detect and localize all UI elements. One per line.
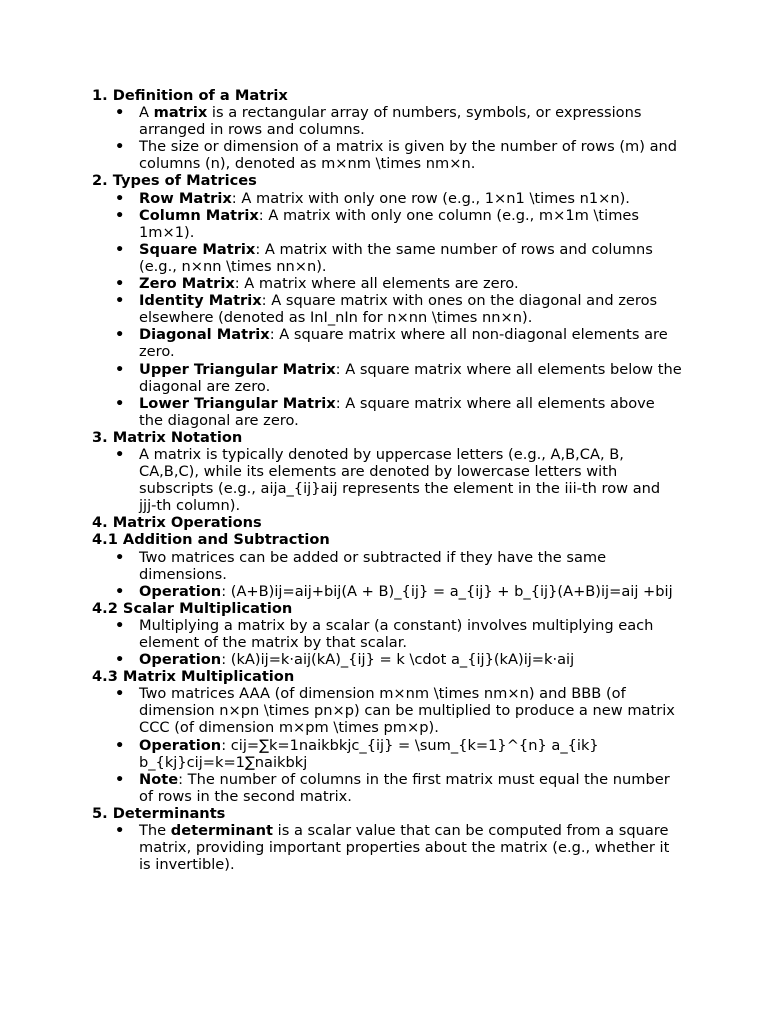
item-text: : (kA)ij=k⋅aij(kA)_{ij} = k \cdot a_{ij}(kA)ij=k⋅aij [221,651,575,669]
list-item [92,326,682,360]
item-text: A matrix is typically denoted by uppercase letters (e.g., A,B,CA, B, CA,B,C), while its elements are denoted by lowercase letters with subscripts (e.g., aija_{ij}aij represents the element in the iii-th row and jjj-th column). [139,445,661,515]
list-item [92,583,682,600]
item-text: : A matrix with only one row (e.g., 1×n1 \times n1×n). [231,189,630,207]
item-term: Operation [139,736,222,754]
section-types [92,172,682,428]
item-text: : A square matrix with ones on the diagonal and zeros elsewhere (denoted as InI_nIn for n×nn \times nn×n). [139,292,658,327]
list-item [92,549,682,583]
section-heading: 4.3 Matrix Multiplication [92,668,295,686]
bullet-list [92,822,682,873]
item-term: Operation [139,651,222,669]
item-text: : A square matrix where all elements above the diagonal are zero. [139,394,655,429]
list-item [92,138,682,172]
item-text: Multiplying a matrix by a scalar (a constant) involves multiplying each element of the matrix by that scalar. [139,616,654,651]
item-term: Lower Triangular Matrix [139,394,336,412]
list-item [92,395,682,429]
section-determinants [92,805,682,873]
item-text: : A matrix where all elements are zero. [234,275,519,293]
list-item [92,651,682,668]
item-text: : A matrix with the same number of rows and columns (e.g., n×nn \times nn×n). [139,240,653,275]
section-addition [92,531,682,599]
section-heading: 5. Determinants [92,804,226,822]
item-term: matrix [153,104,208,122]
item-text: : cij=∑k=1naikbkjc_{ij} = \sum_{k=1}^{n} a_{ik} b_{kj}cij=k=1∑naikbkj [139,736,599,771]
item-term: Zero Matrix [139,275,235,293]
section-definition [92,87,682,172]
list-item [92,104,682,138]
item-term: Row Matrix [139,189,232,207]
bullet-list [92,104,682,172]
item-text: is a rectangular array of numbers, symbols, or expressions arranged in rows and columns. [139,104,642,139]
list-item [92,275,682,292]
item-text: The size or dimension of a matrix is given by the number of rows (m) and columns (n), denoted as m×nm \times nm×n. [139,138,678,173]
item-prefix: A [139,104,154,122]
list-item [92,685,682,736]
list-item [92,190,682,207]
list-item [92,292,682,326]
item-term: Diagonal Matrix [139,326,270,344]
bullet-list [92,685,682,805]
item-text: : A square matrix where all elements below the diagonal are zero. [139,360,682,395]
section-heading: 1. Definition of a Matrix [92,87,288,104]
item-term: Column Matrix [139,206,259,224]
item-term: Note [139,770,179,788]
document-body [92,87,682,873]
item-text: : The number of columns in the first matrix must equal the number of rows in the second matrix. [139,770,670,805]
item-prefix: The [139,822,171,840]
list-item [92,241,682,275]
item-text: : A matrix with only one column (e.g., m×1m \times 1m×1). [139,206,639,241]
item-text: Two matrices AAA (of dimension m×nm \times nm×n) and BBB (of dimension n×pn \times pn×p) can be multiplied to produce a new matrix CCC (of dimension m×pm \times pm×p). [139,685,675,737]
list-item [92,446,682,514]
list-item [92,207,682,241]
bullet-list [92,617,682,668]
section-heading: 4.2 Scalar Multiplication [92,599,293,617]
section-heading: 4.1 Addition and Subtraction [92,531,330,549]
list-item [92,737,682,771]
section-heading: 3. Matrix Notation [92,428,243,446]
section-multiplication [92,668,682,805]
list-item [92,771,682,805]
section-heading: 4. Matrix Operations [92,514,262,532]
item-text: : A square matrix where all non-diagonal elements are zero. [139,326,668,361]
item-text: : (A+B)ij=aij+bij(A + B)_{ij} = a_{ij} + b_{ij}(A+B)ij=aij +bij [221,582,673,600]
item-text: Two matrices can be added or subtracted if they have the same dimensions. [139,548,607,583]
list-item [92,822,682,873]
item-term: determinant [170,822,274,840]
bullet-list [92,190,682,429]
section-notation [92,429,682,514]
item-text: is a scalar value that can be computed from a square matrix, providing important properties about the matrix (e.g., whether it is invertible). [139,822,670,874]
bullet-list [92,549,682,600]
section-operations [92,514,682,531]
item-term: Operation [139,582,222,600]
item-term: Square Matrix [139,240,256,258]
item-term: Upper Triangular Matrix [139,360,336,378]
section-scalar [92,600,682,668]
item-term: Identity Matrix [139,292,262,310]
list-item [92,361,682,395]
list-item [92,617,682,651]
section-heading: 2. Types of Matrices [92,172,257,190]
bullet-list [92,446,682,514]
